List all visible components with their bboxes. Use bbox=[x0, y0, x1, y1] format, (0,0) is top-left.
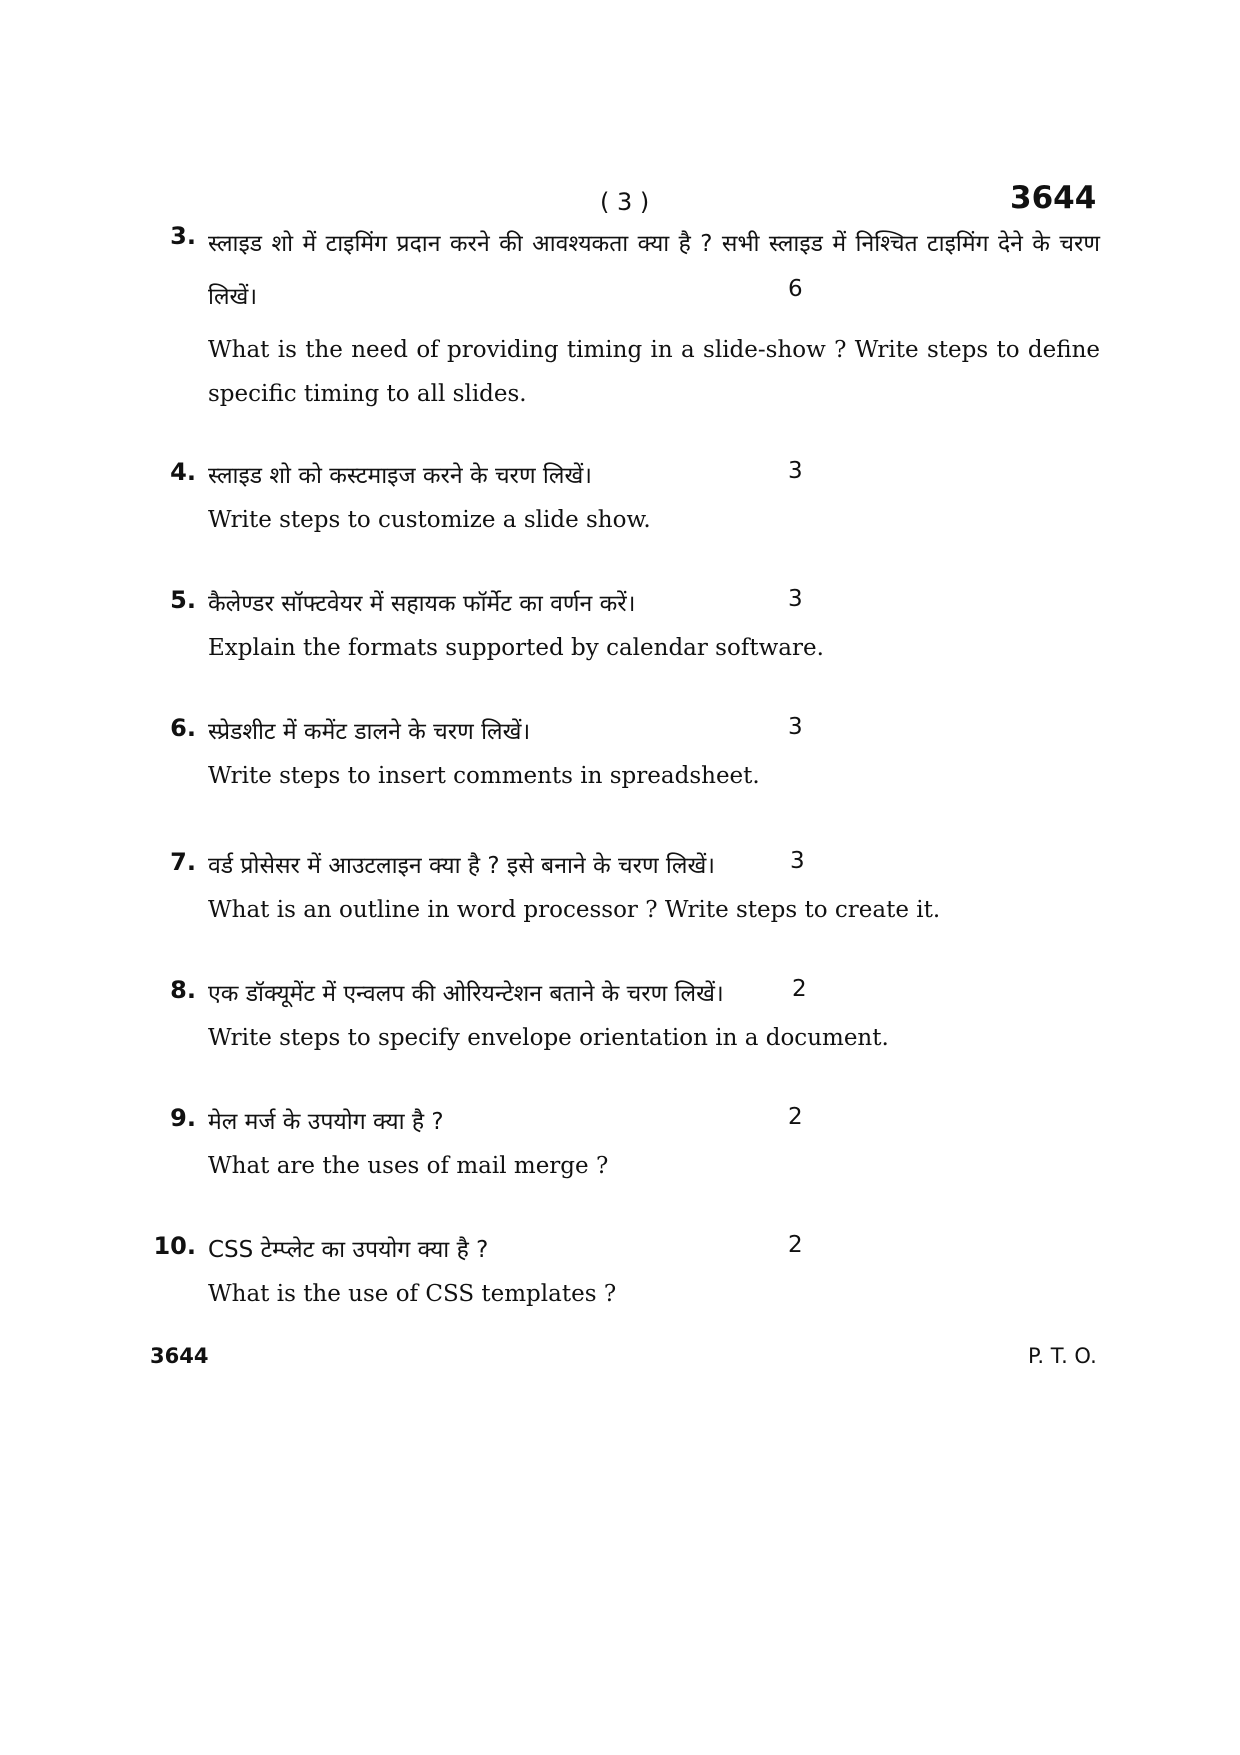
question-marks: 3 bbox=[788, 458, 803, 484]
question-marks: 2 bbox=[788, 1104, 803, 1130]
question-number: 10. bbox=[153, 1232, 196, 1260]
question-marks: 6 bbox=[788, 276, 803, 302]
page-number: ( 3 ) bbox=[600, 188, 650, 216]
question-english-text: What are the uses of mail merge ? bbox=[208, 1153, 609, 1179]
question-hindi-text: CSS टेम्प्लेट का उपयोग क्या है ? bbox=[208, 1237, 489, 1263]
paper-code-header: 3644 bbox=[1010, 180, 1097, 216]
question-number: 5. bbox=[170, 586, 196, 614]
question-hindi-text: स्प्रेडशीट में कमेंट डालने के चरण लिखें। bbox=[208, 719, 531, 745]
question-marks: 2 bbox=[792, 976, 807, 1002]
question-marks: 2 bbox=[788, 1232, 803, 1258]
question-hindi-text: कैलेण्डर सॉफ्टवेयर में सहायक फॉर्मेट का वर्णन करें। bbox=[208, 591, 636, 617]
question-number: 3. bbox=[170, 222, 196, 250]
question-hindi-text: वर्ड प्रोसेसर में आउटलाइन क्या है ? इसे बनाने के चरण लिखें। bbox=[208, 853, 715, 879]
question-number: 7. bbox=[170, 848, 196, 876]
question-english-text: What is an outline in word processor ? Write steps to create it. bbox=[208, 897, 941, 923]
question-english-text: Write steps to specify envelope orientation in a document. bbox=[208, 1025, 889, 1051]
question-hindi-text: स्लाइड शो को कस्टमाइज करने के चरण लिखें। bbox=[208, 463, 592, 489]
question-english-text: Explain the formats supported by calendar software. bbox=[208, 635, 824, 661]
paper-code-footer: 3644 bbox=[150, 1344, 209, 1368]
question-english-text: Write steps to customize a slide show. bbox=[208, 507, 651, 533]
question-hindi-text: मेल मर्ज के उपयोग क्या है ? bbox=[208, 1109, 444, 1135]
question-number: 9. bbox=[170, 1104, 196, 1132]
question-english-text: What is the use of CSS templates ? bbox=[208, 1281, 617, 1307]
question-marks: 3 bbox=[788, 586, 803, 612]
question-marks: 3 bbox=[788, 714, 803, 740]
question-hindi-text: स्लाइड शो में टाइमिंग प्रदान करने की आवश्यकता क्या है ? सभी स्लाइड में निश्चित टाइमिंग देने के चरण लिखें। bbox=[208, 231, 1100, 310]
question-hindi-text: एक डॉक्यूमेंट में एन्वलप की ओरियन्टेशन बताने के चरण लिखें। bbox=[208, 981, 724, 1007]
question-english-text: What is the need of providing timing in a slide-show ? Write steps to define specific timing to all slides. bbox=[208, 337, 1100, 407]
question-number: 6. bbox=[170, 714, 196, 742]
question-number: 4. bbox=[170, 458, 196, 486]
question-marks: 3 bbox=[790, 848, 805, 874]
question-number: 8. bbox=[170, 976, 196, 1004]
please-turn-over: P. T. O. bbox=[1028, 1344, 1097, 1368]
question-english-text: Write steps to insert comments in spreadsheet. bbox=[208, 763, 760, 789]
